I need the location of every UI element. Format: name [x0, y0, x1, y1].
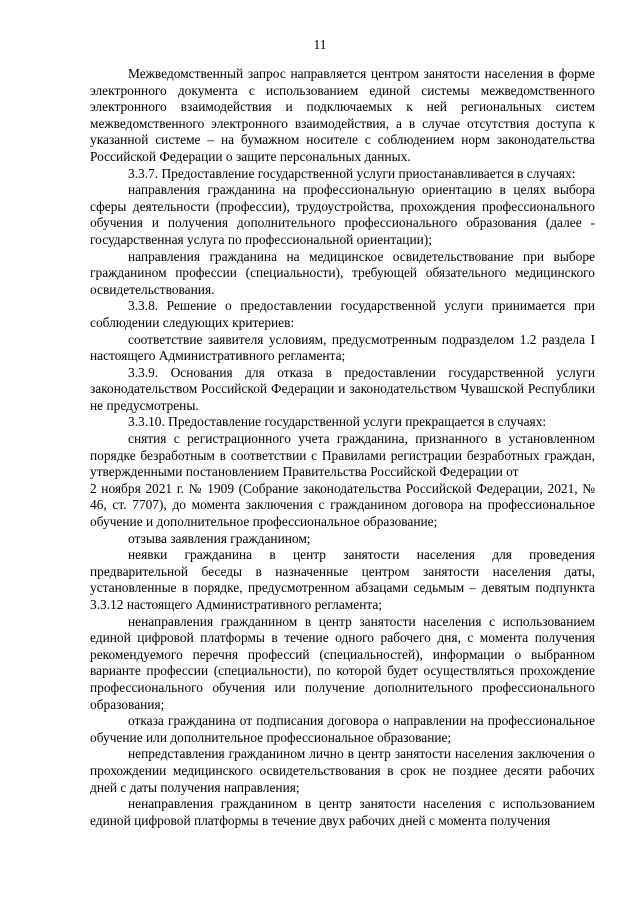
paragraph: 3.3.8. Решение о предоставлении государственной услуги принимается при соблюдении следующих критериев: [90, 298, 595, 330]
paragraph: направления гражданина на медицинское освидетельствование при выборе гражданином профессии (специальности), требующей обязательного медицинского освидетельствования. [90, 248, 595, 297]
paragraph: 3.3.10. Предоставление государственной услуги прекращается в случаях: [128, 414, 547, 430]
page-number: 11 [313, 37, 327, 52]
paragraph: отказа гражданина от подписания договора о направлении на профессиональное обучение или дополнительное профессиональное образование; [90, 713, 595, 745]
paragraph: соответствие заявителя условиям, предусмотренным подразделом 1.2 раздела I настоящего Административного регламента; [90, 331, 595, 364]
paragraph: снятия с регистрационного учета гражданина, признанного в установленном порядке безработным в соответствии с Правилами регистрации безработных граждан, утвержденными постановлением Правительства Российской Федерации от [90, 431, 595, 480]
paragraph: 3.3.9. Основания для отказа в предоставлении государственной услуги законодательством Российской Федерации и законодательством Чувашской Республики не предусмотрены. [90, 364, 595, 413]
paragraph: Межведомственный запрос направляется центром занятости населения в форме электронного документа с использованием единой системы межведомственного электронного взаимодействия и подключаемых к ней региональных систем межведомственного электронного взаимодействия, а в случае отсутствия доступа к указанной системе – на бумажном носителе с соблюдением норм законодательства Российской Федерации о защите персональных данных. [90, 66, 595, 164]
document-body [90, 66, 595, 829]
paragraph: ненаправления гражданином в центр занятости населения с использованием единой цифровой платформы в течение одного рабочего дня, с момента получения рекомендуемого перечня профессий (специальностей), информации о выбранном варианте профессии (специальности), по которой будет осуществляться прохождение профессионального обучения или получение дополнительного профессионального образования; [90, 613, 595, 712]
paragraph: 2 ноября 2021 г. № 1909 (Собрание законодательства Российской Федерации, 2021, № 46, ст. 7707), до момента заключения с гражданином договора на профессиональное обучение и дополнительное профессиональное образование; [90, 480, 595, 530]
paragraph: отзыва заявления гражданином; [128, 530, 311, 546]
paragraph: направления гражданина на профессиональную ориентацию в целях выбора сферы деятельности (профессии), трудоустройства, прохождения профессионального обучения и получения дополнительного профессионального образования (далее - государственная услуга по профессиональной ориентации); [90, 182, 595, 247]
paragraph: ненаправления гражданином в центр занятости населения с использованием единой цифровой платформы в течение двух рабочих дней с момента получения [90, 796, 595, 828]
paragraph: неявки гражданина в центр занятости населения для проведения предварительной беседы в назначенные центром занятости населения даты, установленные в порядке, предусмотренном абзацами седьмым – девятым подпункта 3.3.12 настоящего Административного регламента; [90, 547, 595, 612]
paragraph: непредставления гражданином лично в центр занятости населения заключения о прохождении медицинского освидетельствования в срок не позднее десяти рабочих дней с даты получения направления; [90, 746, 595, 795]
paragraph: 3.3.7. Предоставление государственной услуги приостанавливается в случаях: [128, 165, 576, 181]
